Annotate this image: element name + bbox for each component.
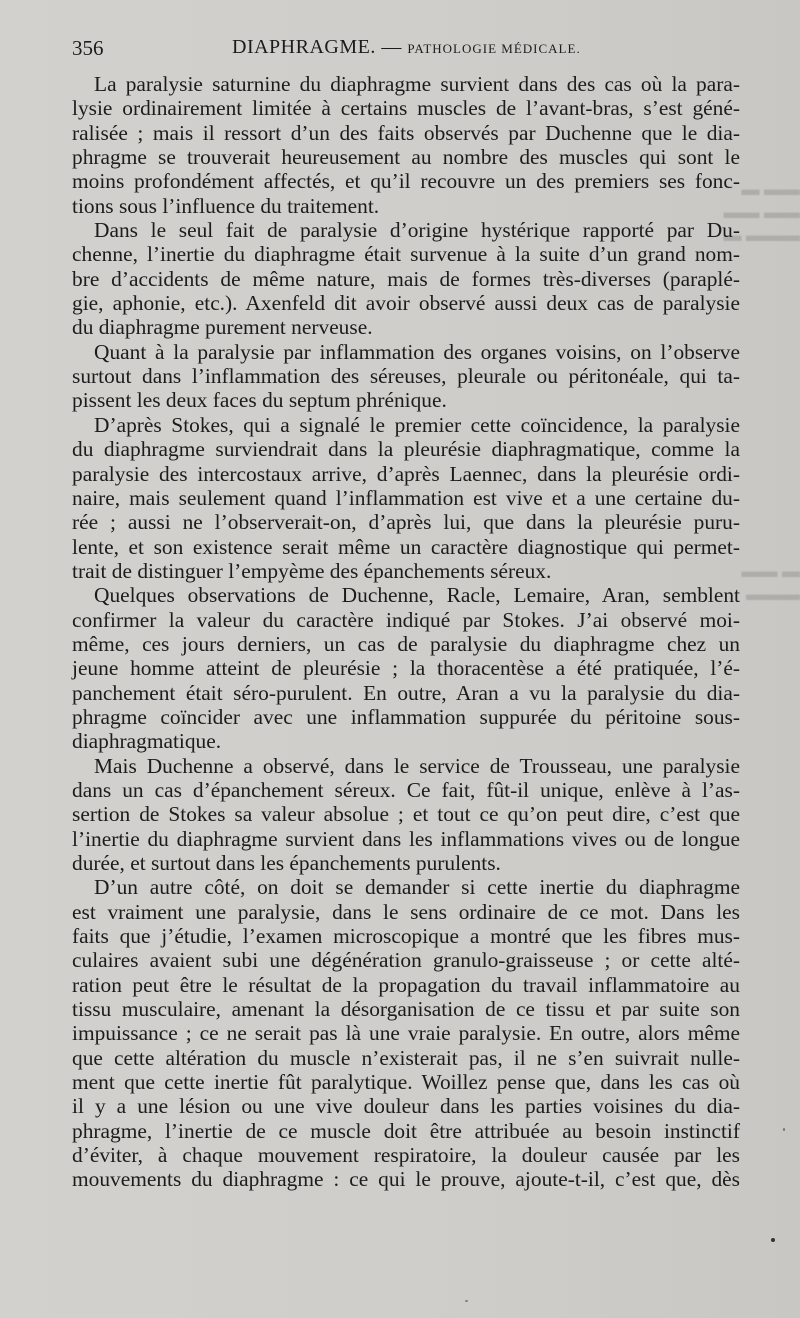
text-line: impuissance ; ce ne serait pas là une vraie paralysie. En outre, alors même — [72, 1021, 740, 1046]
running-title-sub: PATHOLOGIE MÉDICALE. — [407, 41, 581, 56]
text-line: l’inertie du diaphragme survient dans les inflammations vives ou de longue — [72, 826, 740, 851]
text-line: panchement était séro-purulent. En outre, Aran a vu la paralysie du dia- — [72, 680, 740, 705]
text-line: phragme se trouverait heureusement au nombre des muscles qui sont le — [72, 145, 740, 170]
paragraph — [72, 72, 740, 218]
text-line: il y a une lésion ou une vive douleur dans les parties voisines du dia- — [72, 1094, 740, 1119]
text-line: Quant à la paralysie par inflammation des organes voisins, on l’observe — [94, 339, 740, 364]
text-line: bre d’accidents de même nature, mais de formes très-diverses (paraplé- — [72, 266, 740, 291]
text-line: moins profondément affectés, et qu’il recouvre un des premiers ses fonc- — [72, 169, 740, 194]
text-line: phragme coïncider avec une inflammation suppurée du péritoine sous- — [72, 704, 740, 729]
text-line: ment que cette inertie fût paralytique. Woillez pense que, dans les cas où — [72, 1070, 740, 1095]
text-line: surtout dans l’inflammation des séreuses, pleurale ou péritonéale, qui ta- — [72, 364, 740, 389]
running-title — [232, 36, 581, 59]
page-number: 356 — [72, 36, 104, 60]
paragraph — [72, 754, 740, 876]
text-line: gie, aphonie, etc.). Axenfeld dit avoir observé aussi deux cas de paralysie — [72, 291, 740, 316]
text-line: naire, mais seulement quand l’inflammation est vive et a une certaine du- — [72, 485, 740, 510]
text-line: Mais Duchenne a observé, dans le service de Trousseau, une paralysie — [94, 753, 740, 778]
text-line: Dans le seul fait de paralysie d’origine hystérique rapporté par Du- — [94, 218, 740, 243]
text-line: sertion de Stokes sa valeur absolue ; et tout ce qu’on peut dire, c’est que — [72, 802, 740, 827]
print-speck — [783, 1128, 785, 1131]
show-through-marks: ▬ ▬▬ ▬▬ ▬▬ ▬ ▬▬▬ — [723, 179, 800, 245]
text-line: lysie ordinairement limitée à certains muscles de l’avant-bras, s’est géné- — [72, 96, 740, 121]
paragraph — [72, 340, 740, 413]
text-line: ration peut être le résultat de la propagation du travail inflammatoire au — [72, 972, 740, 997]
text-line: d’éviter, à chaque mouvement respiratoire, la douleur causée par les — [72, 1143, 740, 1168]
paragraph — [72, 413, 740, 583]
text-line: culaires avaient subi une dégénération granulo-graisseuse ; or cette alté- — [72, 948, 740, 973]
text-line: jeune homme atteint de pleurésie ; la thoracentèse a été pratiquée, l’é- — [72, 656, 740, 681]
text-line: du diaphragme surviendrait dans la pleurésie diaphragmatique, comme la — [72, 437, 740, 462]
text-line: faits que j’étudie, l’examen microscopique a montré que les fibres mus- — [72, 924, 740, 949]
text-line: dans un cas d’épanchement séreux. Ce fait, fût-il unique, enlève à l’as- — [72, 777, 740, 802]
paragraph — [72, 583, 740, 753]
text-line: est vraiment une paralysie, dans le sens ordinaire de ce mot. Dans les — [72, 899, 740, 924]
print-speck — [771, 1238, 775, 1242]
text-line: même, ces jours derniers, un cas de paralysie du diaphragme chez un — [72, 631, 740, 656]
text-line: D’après Stokes, qui a signalé le premier cette coïncidence, la paralysie — [94, 412, 740, 437]
text-line: mouvements du diaphragme : ce qui le prouve, ajoute-t-il, c’est que, dès — [72, 1167, 740, 1192]
text-line: durée, et surtout dans les épanchements purulents. — [72, 851, 501, 875]
body-text — [72, 72, 740, 1192]
running-header — [72, 32, 740, 62]
text-line: ralisée ; mais il ressort d’un des faits observés par Duchenne que le dia- — [72, 120, 740, 145]
text-line: phragme, l’inertie de ce muscle doit être attribuée au besoin instinctif — [72, 1118, 740, 1143]
text-line: lente, et son existence serait même un caractère diagnostique qui permet- — [72, 534, 740, 559]
text-line: pissent les deux faces du septum phrénique. — [72, 388, 447, 413]
text-line: tissu musculaire, amenant la désorganisation de ce tissu et par suite son — [72, 997, 740, 1022]
text-line: paralysie des intercostaux arrive, d’après Laennec, dans la pleurésie ordi- — [72, 461, 740, 486]
show-through-marks: ▬▬ ▬ ▬▬▬ — [741, 561, 800, 604]
print-speck — [465, 1300, 468, 1302]
paragraph — [72, 218, 740, 340]
text-line: que cette altération du muscle n’existerait pas, il ne s’en suivrait nulle- — [72, 1045, 740, 1070]
text-line: confirmer la valeur du caractère indiqué par Stokes. J’ai observé moi- — [72, 607, 740, 632]
text-line: rée ; aussi ne l’observerait-on, d’après lui, que dans la pleurésie puru- — [72, 510, 740, 535]
text-line: du diaphragme purement nerveuse. — [72, 315, 373, 340]
text-line: La paralysie saturnine du diaphragme survient dans des cas où la para- — [94, 72, 740, 96]
text-line: D’un autre côté, on doit se demander si cette inertie du diaphragme — [94, 875, 740, 900]
text-line: trait de distinguer l’empyème des épanchements séreux. — [72, 558, 552, 583]
paragraph — [72, 875, 740, 1191]
running-title-main: DIAPHRAGME. — — [232, 36, 402, 58]
text-line: Quelques observations de Duchenne, Racle, Lemaire, Aran, semblent — [94, 583, 740, 608]
text-line: diaphragmatique. — [72, 729, 222, 754]
text-line: chenne, l’inertie du diaphragme était survenue à la suite d’un grand nom- — [72, 242, 740, 267]
text-line: tions sous l’influence du traitement. — [72, 193, 380, 218]
